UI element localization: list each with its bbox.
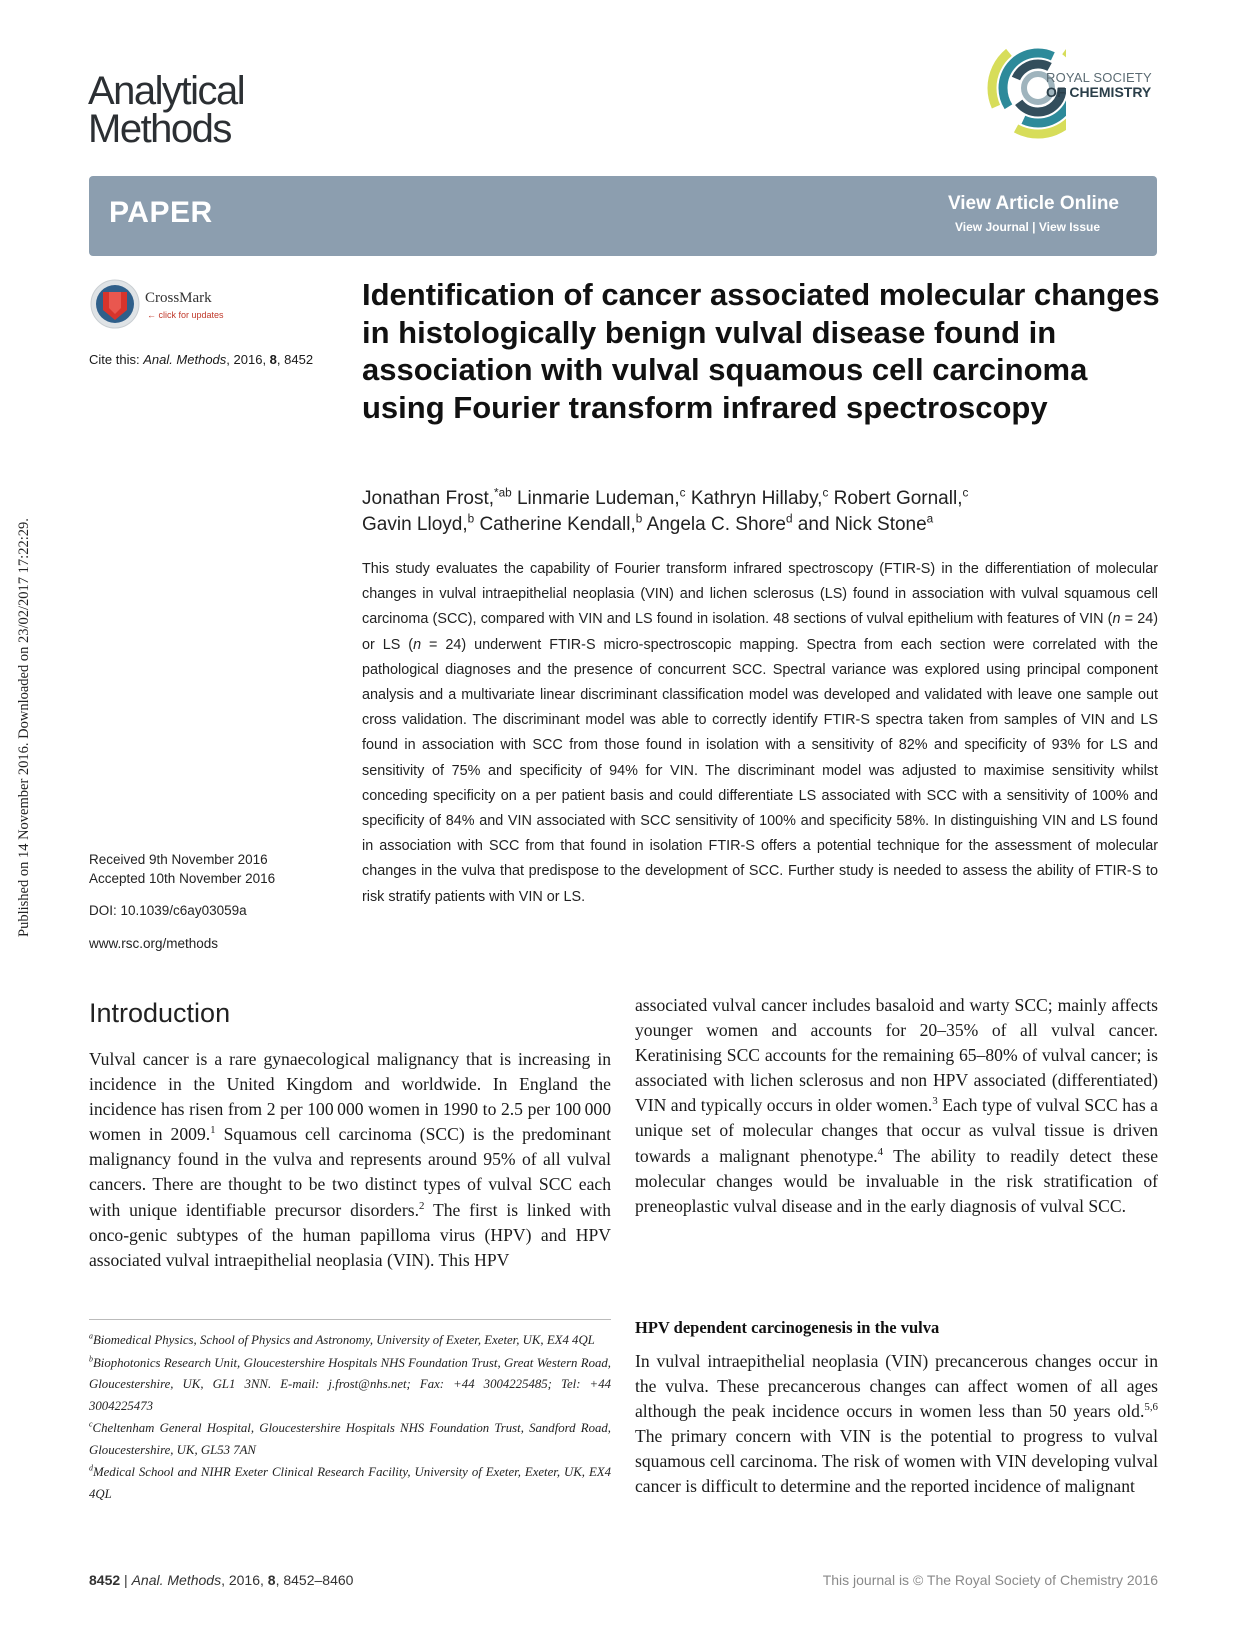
- citation-ref[interactable]: 3: [932, 1095, 938, 1108]
- view-links: [955, 220, 1100, 234]
- crossmark-badge[interactable]: [89, 278, 259, 334]
- crossmark-title: CrossMark: [145, 290, 212, 306]
- rsc-logo[interactable]: [986, 32, 1156, 144]
- cite-year: , 2016,: [226, 352, 270, 367]
- accepted-date: Accepted 10th November 2016: [89, 871, 276, 886]
- cite-journal: Anal. Methods: [143, 352, 227, 367]
- crossmark-subtitle: ← click for updates: [147, 310, 224, 320]
- affiliation: $^a$Biomedical Physics, School of Physics and Astronomy, University of Exeter, Exeter, UK, EX4 4QL: [89, 1331, 595, 1347]
- page-number: 8452: [89, 1572, 121, 1588]
- citation-ref[interactable]: 5,6: [1144, 1401, 1158, 1414]
- section-heading-hpv: HPV dependent carcinogenesis in the vulva: [635, 1318, 940, 1337]
- affiliation: $^b$Biophotonics Research Unit, Gloucestershire Hospitals NHS Foundation Trust, Great Western Road, Gloucestershire, UK, GL1 3NN. E-mail: j.frost@nhs.net; Fax: +44 3004225485; Tel: +44 3004225473: [89, 1354, 611, 1413]
- cite-volume: 8: [269, 352, 277, 367]
- page-footer-citation: 8452 | Anal. Methods, 2016, 8, 8452–8460: [89, 1572, 354, 1588]
- journal-title[interactable]: [88, 69, 245, 151]
- citation: [89, 352, 313, 367]
- rsc-logo-line1: ROYAL SOCIETY: [1046, 70, 1152, 85]
- intro-paragraph-left: Vulval cancer is a rare gynaecological malignancy that is increasing in incidence in the United Kingdom and worldwide. In England the incidence has risen from 2 per 100 000 women in 1990 to 2.5 per 100 000 women in 2009.$^1$ Squamous cell carcinoma (SCC) is the predominant malignancy found in the vulva and represents around 95% of all vulval cancers. There are thought to be two distinct types of vulval SCC each with unique identifiable precursor disorders.$^2$ The first is linked with onco-genic subtypes of the human papilloma virus (HPV) and HPV associated vulval intraepithelial neoplasia (VIN). This HPV: [89, 1049, 611, 1270]
- citation-ref[interactable]: 2: [418, 1199, 425, 1212]
- author: Angela C. Shore$^d$ and: [646, 512, 835, 535]
- citation-ref[interactable]: 4: [877, 1145, 884, 1158]
- article-title: Identification of cancer associated molecular changes in histologically benign vulval disease found in association with vulval squamous cell carcinoma using Fourier transform infrared spectroscopy: [362, 277, 1160, 425]
- author-list: [362, 486, 1162, 538]
- received-date: Received 9th November 2016: [89, 852, 268, 867]
- author: Gavin Lloyd,$^b$: [362, 512, 475, 535]
- view-article-online-link[interactable]: View Article Online: [947, 193, 1119, 214]
- journal-website-link[interactable]: www.rsc.org/methods: [89, 936, 219, 951]
- author: Nick Stone$^a$: [834, 512, 934, 535]
- paper-banner: [89, 176, 1157, 256]
- view-issue-link[interactable]: View Issue: [1038, 220, 1100, 234]
- author: Robert Gornall,$^c$: [833, 486, 969, 509]
- copyright-notice: This journal is © The Royal Society of Chemistry 2016: [822, 1572, 1158, 1588]
- journal-title-line1: Analytical: [88, 69, 245, 113]
- introduction-heading: Introduction: [89, 998, 231, 1028]
- affiliation: $^d$Medical School and NIHR Exeter Clinical Research Facility, University of Exeter, Exeter, UK, EX4 4QL: [89, 1463, 611, 1501]
- author: Jonathan Frost,$^{*ab}$: [362, 486, 512, 509]
- crossmark-icon: [89, 278, 141, 330]
- paper-type-label: PAPER: [109, 196, 213, 229]
- doi[interactable]: DOI: 10.1039/c6ay03059a: [89, 903, 247, 918]
- hpv-paragraph: In vulval intraepithelial neoplasia (VIN) precancerous changes occur in the vulva. These precancerous changes can affect women of all ages although the peak incidence occurs in women less than 50 years old.$^{5,6}$ The primary concern with VIN is the potential to progress to vulval squamous cell carcinoma. The risk of women with VIN developing vulval cancer is difficult to determine and the reported incidence of malignant: [635, 1351, 1158, 1497]
- affiliation: $^c$Cheltenham General Hospital, Gloucestershire Hospitals NHS Foundation Trust, Sandford Road, Gloucestershire, UK, GL53 7AN: [89, 1419, 611, 1457]
- rsc-logo-line2: OF CHEMISTRY: [1046, 84, 1152, 100]
- journal-title-line2: Methods: [88, 107, 231, 151]
- author: Linmarie Ludeman,$^c$: [516, 486, 686, 509]
- author: Kathryn Hillaby,$^c$: [690, 486, 829, 509]
- citation-ref[interactable]: 1: [210, 1124, 216, 1137]
- view-links-separator: |: [1028, 220, 1039, 234]
- view-journal-link[interactable]: View Journal: [955, 220, 1029, 234]
- cite-page: , 8452: [276, 352, 314, 367]
- cite-prefix: Cite this:: [89, 352, 144, 367]
- author: Catherine Kendall,$^b$: [479, 512, 643, 535]
- intro-paragraph-right: associated vulval cancer includes basaloid and warty SCC; mainly affects younger women and accounts for 20–35% of all vulval cancer. Keratinising SCC accounts for the remaining 65–80% of vulval cancer; is associated with lichen sclerosus and non HPV associated (differentiated) VIN and typically occurs in older women.$^3$ Each type of vulval SCC has a unique set of molecular changes that occur as vulval tissue is driven towards a malignant phenotype.$^4$ The ability to readily detect these molecular changes would be invaluable in the risk stratification of preneoplastic vulval disease and in the early diagnosis of vulval SCC.: [635, 995, 1159, 1216]
- publication-sidebar: Published on 14 November 2016. Downloaded on 23/02/2017 17:22:29.: [16, 518, 32, 937]
- affiliations: [89, 1330, 611, 1506]
- footnote-divider: [89, 1319, 611, 1320]
- abstract: This study evaluates the capability of Fourier transform infrared spectroscopy (FTIR-S) in the differentiation of molecular changes in vulval intraepithelial neoplasia (VIN) and lichen sclerosus (LS) found in association with vulval squamous cell carcinoma (SCC), compared with VIN and LS found in isolation. 48 sections of vulval epithelium with features of VIN (n = 24) or LS (n = 24) underwent FTIR-S micro-spectroscopic mapping. Spectra from each section were correlated with the pathological diagnoses and the presence of concurrent SCC. Spectral variance was explored using principal component analysis and a multivariate linear discriminant classification model was developed and validated with leave one sample out cross validation. The discriminant model was able to correctly identify FTIR-S spectra taken from samples of VIN and LS found in association with SCC from those found in isolation with a sensitivity of 82% and specificity of 93% for LS and sensitivity of 75% and specificity of 94% for VIN. The discriminant model was adjusted to maximise sensitivity whilst conceding specificity on a per patient basis and could differentiate LS associated with SCC with a sensitivity of 100% and specificity of 84% and VIN associated with SCC sensitivity of 100% and specificity 58%. In distinguishing VIN and LS found in association with SCC from that found in isolation FTIR-S offers a potential technique for the assessment of molecular changes in the vulva that predispose to the development of SCC. Further study is needed to assess the ability of FTIR-S to risk stratify patients with VIN or LS.: [362, 561, 1159, 905]
